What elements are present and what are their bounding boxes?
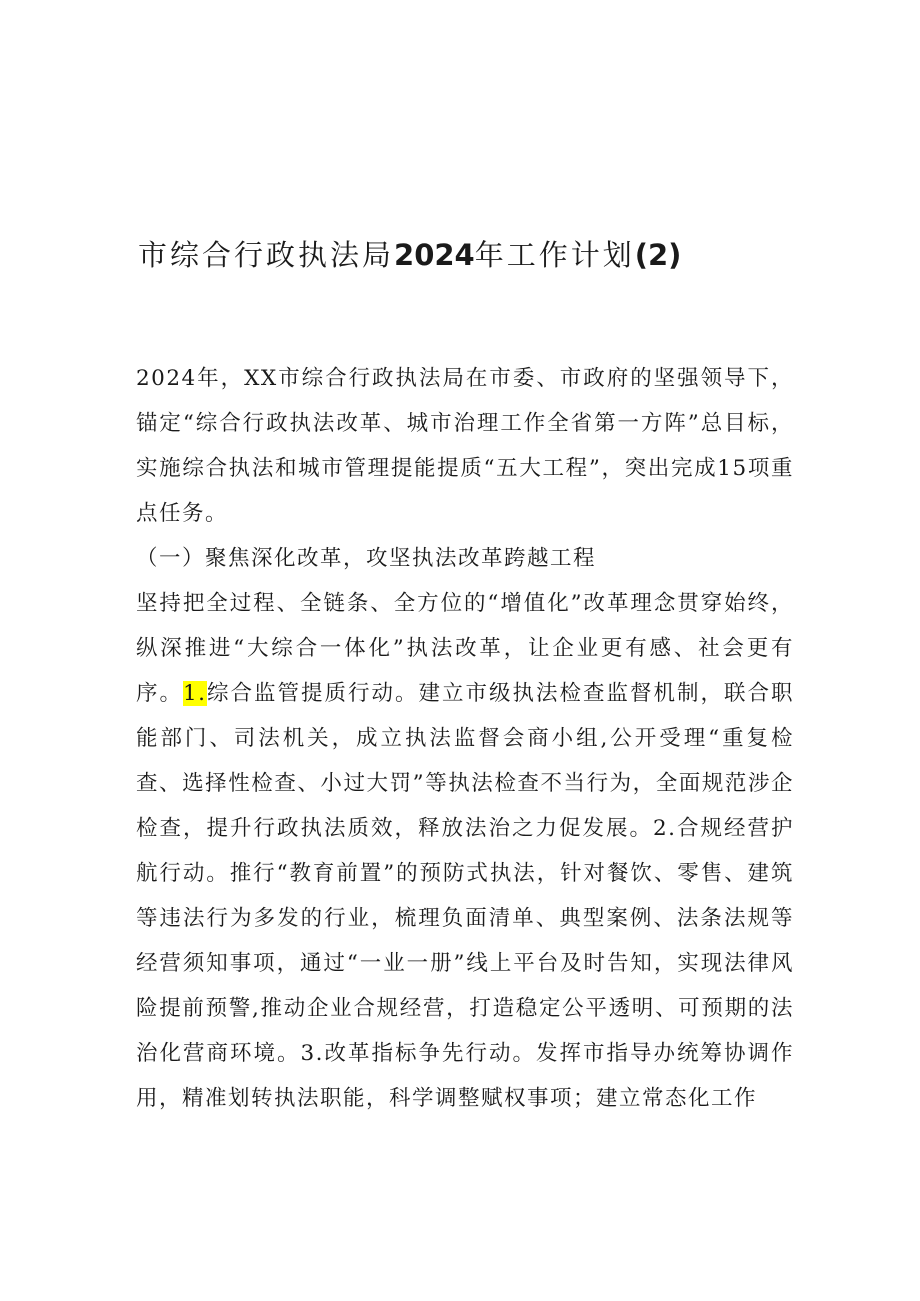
section-paragraph-1	[136, 581, 794, 1121]
section-heading-1: （一）聚焦深化改革，攻坚执法改革跨越工程	[136, 546, 597, 571]
title-year: 2024	[394, 238, 475, 272]
document-body	[136, 356, 794, 1121]
title-suffix: (2)	[634, 238, 682, 272]
section-lead-text: 坚持把全过程、全链条、全方位的“增值化”改革理念贯穿始终，纵深推进“大综合一体化”执法改革，让企业更有感、社会更有序。	[136, 591, 794, 706]
section-body-text: 综合监管提质行动。建立市级执法检查监督机制，联合职能部门、司法机关，成立执法监督会商小组,公开受理“重复检查、选择性检查、小过大罚”等执法检查不当行为，全面规范涉企检查，提升行政执法质效，释放法治之力促发展。2.合规经营护航行动。推行“教育前置”的预防式执法，针对餐饮、零售、建筑等违法行为多发的行业，梳理负面清单、典型案例、法条法规等经营须知事项，通过“一业一册”线上平台及时告知，实现法律风险提前预警,推动企业合规经营，打造稳定公平透明、可预期的法治化营商环境。3.改革指标争先行动。发挥市指导办统筹协调作用，精准划转执法职能，科学调整赋权事项；建立常态化工作	[136, 681, 794, 1111]
document-title	[138, 230, 838, 280]
title-text-post: 年工作计划	[474, 238, 635, 272]
intro-paragraph: 2024年，XX市综合行政执法局在市委、市政府的坚强领导下，锚定“综合行政执法改革、城市治理工作全省第一方阵”总目标，实施综合执法和城市管理提能提质“五大工程”，突出完成15项重点任务。	[136, 366, 794, 526]
highlighted-item-number: 1.	[183, 681, 207, 706]
title-text-pre: 市综合行政执法局	[138, 238, 395, 272]
